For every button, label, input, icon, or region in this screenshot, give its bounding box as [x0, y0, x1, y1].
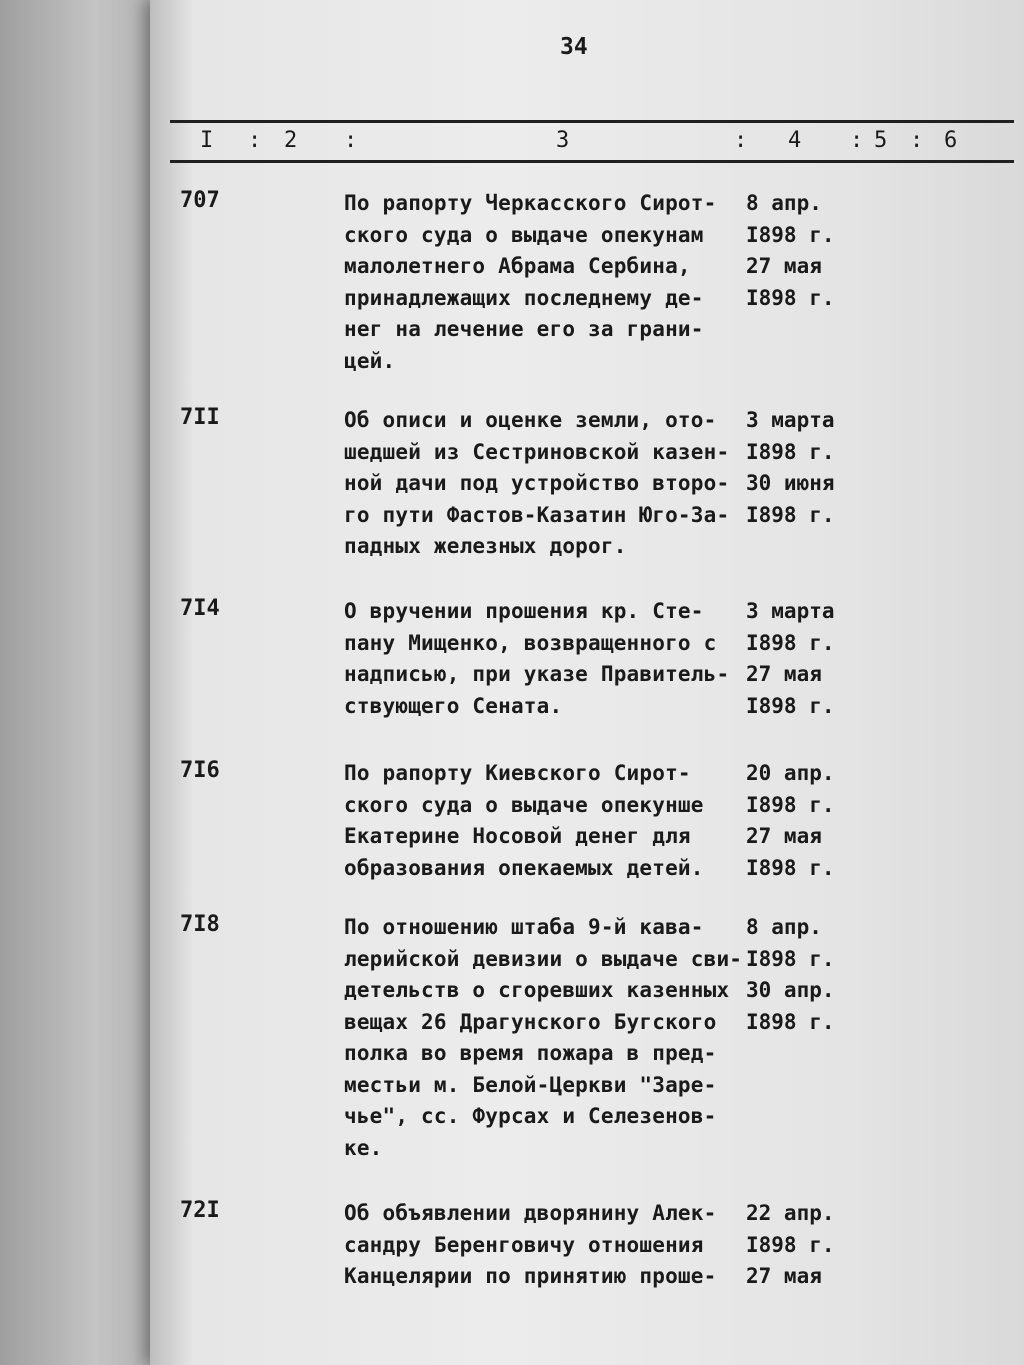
description-line: ского суда о выдаче опекунше	[344, 792, 704, 817]
description-line: образования опекаемых детей.	[344, 855, 704, 880]
record-description	[344, 912, 744, 1164]
description-line: цей.	[344, 348, 396, 373]
description-line: детельств о сгоревших казенных	[344, 978, 730, 1002]
date-line: I898 г.	[746, 1009, 835, 1034]
col-header-6: 6	[944, 128, 958, 153]
col-header-2: 2	[284, 128, 298, 153]
description-line: пану Мищенко, возвращенного с	[344, 630, 717, 655]
date-line: 3 марта	[746, 408, 835, 432]
description-line: ной дачи под устройство второ-	[344, 471, 730, 495]
date-line: 3 марта	[746, 599, 835, 623]
page-number: 34	[560, 34, 588, 60]
record-dates	[746, 188, 876, 314]
description-line: О вручении прошения кр. Сте-	[344, 599, 704, 623]
date-line: I898 г.	[746, 502, 835, 527]
date-line: I898 г.	[746, 946, 835, 971]
record-dates	[746, 1198, 876, 1293]
header-rule-top	[170, 120, 1014, 123]
description-line: Об объявлении дворянину Алек-	[344, 1201, 717, 1225]
date-line: I898 г.	[746, 855, 835, 880]
record-number: 7I4	[180, 596, 220, 621]
col-header-sep: :	[910, 128, 924, 153]
date-line: 30 апр.	[746, 978, 835, 1002]
record-description	[344, 405, 744, 563]
description-line: падных железных дорог.	[344, 534, 627, 558]
col-header-sep: :	[734, 128, 748, 153]
date-line: I898 г.	[746, 222, 835, 247]
record-number: 707	[180, 188, 220, 213]
date-line: 20 апр.	[746, 761, 835, 785]
col-header-sep: :	[248, 128, 262, 153]
description-line: малолетнего Абрама Сербина,	[344, 254, 691, 278]
col-header-1: I	[200, 128, 214, 153]
record-description	[344, 188, 744, 377]
description-line: шедшей из Сестриновской казен-	[344, 439, 730, 464]
description-line: сандру Беренговичу отношения	[344, 1232, 704, 1257]
record-description	[344, 758, 744, 884]
description-line: Канцелярии по принятию проше-	[344, 1264, 717, 1288]
col-header-4: 4	[788, 128, 802, 153]
date-line: 8 апр.	[746, 191, 822, 215]
record-dates	[746, 405, 876, 531]
facing-page-edge	[0, 0, 175, 1365]
description-line: ствующего Сената.	[344, 693, 563, 718]
record-number: 72I	[180, 1198, 220, 1223]
date-line: I898 г.	[746, 439, 835, 464]
description-line: местьи м. Белой-Церкви "Заре-	[344, 1072, 717, 1097]
record-description	[344, 1198, 744, 1293]
date-line: 22 апр.	[746, 1201, 835, 1225]
date-line: 27 мая	[746, 662, 822, 686]
description-line: Об описи и оценке земли, ото-	[344, 408, 717, 432]
record-number: 7I8	[180, 912, 220, 937]
description-line: ке.	[344, 1135, 383, 1160]
description-line: вещах 26 Драгунского Бугского	[344, 1009, 717, 1034]
date-line: I898 г.	[746, 693, 835, 718]
date-line: I898 г.	[746, 285, 835, 310]
description-line: полка во время пожара в пред-	[344, 1041, 717, 1065]
date-line: I898 г.	[746, 630, 835, 655]
date-line: 27 мая	[746, 824, 822, 848]
description-line: го пути Фастов-Казатин Юго-За-	[344, 502, 730, 527]
date-line: 27 мая	[746, 254, 822, 278]
date-line: I898 г.	[746, 1232, 835, 1257]
record-number: 7I6	[180, 758, 220, 783]
description-line: лерийской девизии о выдаче сви-	[344, 946, 743, 971]
description-line: ского суда о выдаче опекунам	[344, 222, 704, 247]
date-line: 30 июня	[746, 471, 835, 495]
description-line: По отношению штаба 9-й кава-	[344, 915, 704, 939]
record-description	[344, 596, 744, 722]
description-line: принадлежащих последнему де-	[344, 285, 704, 310]
record-dates	[746, 912, 876, 1038]
record-number: 7II	[180, 405, 220, 430]
description-line: надписью, при указе Правитель-	[344, 662, 730, 686]
record-dates	[746, 596, 876, 722]
col-header-3: 3	[556, 128, 570, 153]
col-header-sep: :	[850, 128, 864, 153]
description-line: Екатерине Носовой денег для	[344, 824, 691, 848]
date-line: 27 мая	[746, 1264, 822, 1288]
date-line: I898 г.	[746, 792, 835, 817]
header-rule-bottom	[170, 160, 1014, 163]
col-header-5: 5	[874, 128, 888, 153]
description-line: нег на лечение его за грани-	[344, 317, 704, 341]
record-dates	[746, 758, 876, 884]
col-header-sep: :	[344, 128, 358, 153]
date-line: 8 апр.	[746, 915, 822, 939]
description-line: По рапорту Киевского Сирот-	[344, 761, 691, 785]
description-line: чье", сс. Фурсах и Селезенов-	[344, 1104, 717, 1128]
description-line: По рапорту Черкасского Сирот-	[344, 191, 717, 215]
